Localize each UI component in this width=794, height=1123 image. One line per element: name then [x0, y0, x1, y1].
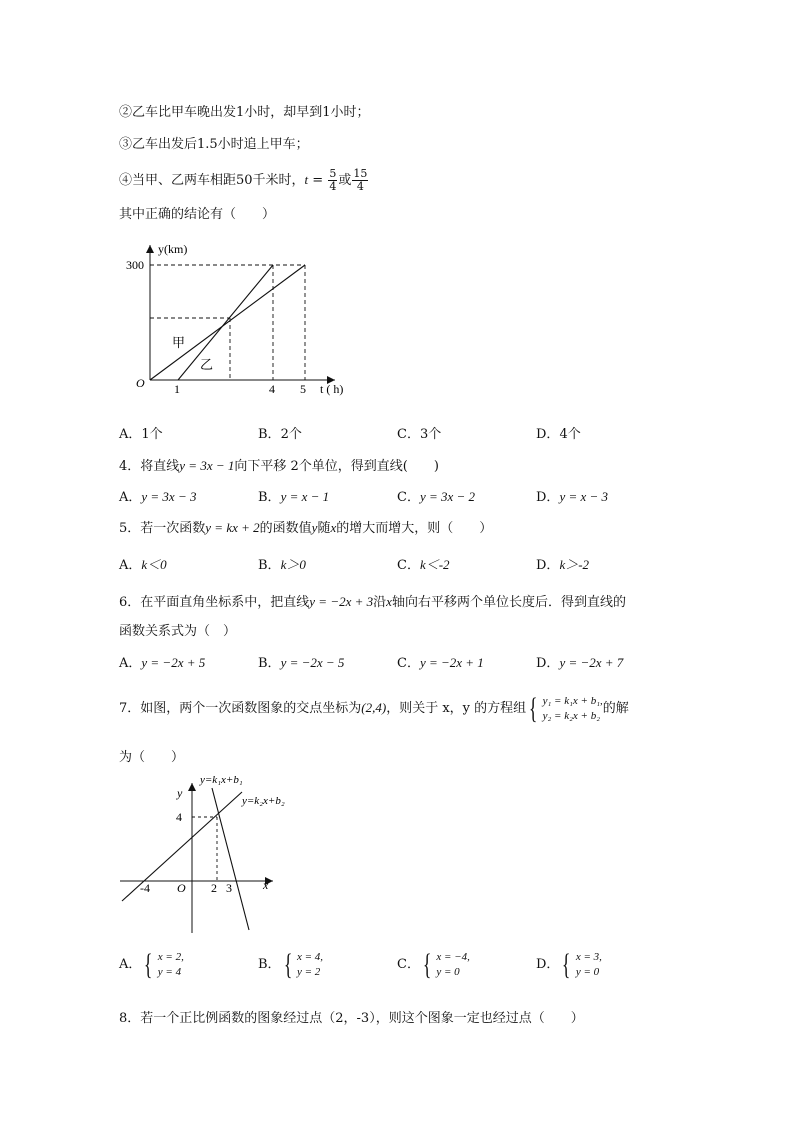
distance-time-graph [110, 235, 370, 405]
line-yi [178, 265, 273, 380]
q7-option-d[interactable]: D． { x = 3, y = 0 [536, 948, 602, 981]
question-8: 8．若一个正比例函数的图象经过点（2，-3），则这个图象一定也经过点（ ） [119, 1011, 584, 1026]
q7-option-c[interactable]: C． { x = −4, y = 0 [397, 948, 470, 981]
tick-4: 4 [269, 382, 275, 396]
q3-option-b[interactable]: B．2个 [258, 427, 302, 442]
line-jia [150, 265, 305, 380]
tick-neg4: -4 [140, 881, 150, 895]
statement-3: ③乙车出发后1.5小时追上甲车； [119, 137, 309, 152]
q4-option-c[interactable]: C．y = 3x − 2 [397, 489, 476, 505]
q7-option-b[interactable]: B． { x = 4, y = 2 [258, 948, 324, 981]
q5-option-a[interactable]: A．k＜0 [119, 557, 167, 573]
line2-label: y=k₂x+b₂ [242, 795, 285, 807]
q6-option-d[interactable]: D．y = −2x + 7 [536, 655, 624, 671]
question-4: 4．将直线y = 3x − 1向下平移 2个单位，得到直线( ) [119, 458, 439, 474]
q5-option-c[interactable]: C．k＜-2 [397, 557, 450, 573]
q4-option-a[interactable]: A．y = 3x − 3 [119, 489, 197, 505]
x-axis-label: t ( h) [320, 382, 344, 396]
question-5: 5．若一次函数y = kx + 2的函数值y随x的增大而增大，则（ ） [119, 520, 493, 536]
y-axis-label: y(km) [158, 242, 188, 256]
origin-label: O [177, 881, 186, 895]
q4-option-d[interactable]: D．y = x − 3 [536, 489, 609, 505]
label-jia: 甲 [172, 335, 186, 350]
line-k1 [212, 788, 249, 930]
q6-option-c[interactable]: C．y = −2x + 1 [397, 655, 484, 671]
equation-system: { y₁ = k₁x + b₁, y₂ = k₂x + b₂ [529, 691, 603, 725]
question-6: 6．在平面直角坐标系中，把直线y = −2x + 3沿x轴向右平移两个单位长度后．得到直线的 [119, 594, 626, 610]
question-3-prompt: 其中正确的结论有（ ） [119, 207, 276, 222]
tick-2: 2 [211, 881, 217, 895]
statement-4: ④当甲、乙两车相距50千米时，t = $\frac{5}{4}$ 或 $\frac{15}{4}$ [119, 167, 368, 193]
tick-5: 5 [300, 382, 306, 396]
q6-option-b[interactable]: B．y = −2x − 5 [258, 655, 345, 671]
q3-option-c[interactable]: C．3个 [397, 427, 442, 442]
question-6-line2: 函数关系式为（ ） [119, 624, 237, 639]
q5-option-b[interactable]: B．k＞0 [258, 557, 306, 573]
statement-2: ②乙车比甲车晚出发1小时，却早到1小时； [119, 105, 370, 120]
x-axis-label: x [263, 878, 269, 892]
tick-300: 300 [126, 258, 144, 272]
intersection-graph [115, 768, 285, 938]
q3-option-d[interactable]: D．4个 [536, 427, 581, 442]
origin-label: O [136, 376, 145, 390]
q4-option-b[interactable]: B．y = x − 1 [258, 489, 330, 505]
tick-1: 1 [174, 382, 180, 396]
tick-4: 4 [176, 810, 182, 824]
q7-option-a[interactable]: A． { x = 2, y = 4 [119, 948, 184, 981]
q5-option-d[interactable]: D．k＞-2 [536, 557, 590, 573]
q3-option-a[interactable]: A．1个 [119, 427, 163, 442]
label-yi: 乙 [200, 357, 214, 372]
tick-3: 3 [226, 881, 232, 895]
line1-label: y=k₁x+b₁ [200, 774, 243, 786]
y-axis-label: y [177, 786, 183, 800]
question-7-line2: 为（ ） [119, 750, 185, 765]
q6-option-a[interactable]: A．y = −2x + 5 [119, 655, 206, 671]
question-7: 7．如图，两个一次函数图象的交点坐标为(2,4)，则关于 x，y 的方程组 { y₁ = k₁x + b₁, y₂ = k₂x + b₂ 的解 [119, 691, 629, 725]
